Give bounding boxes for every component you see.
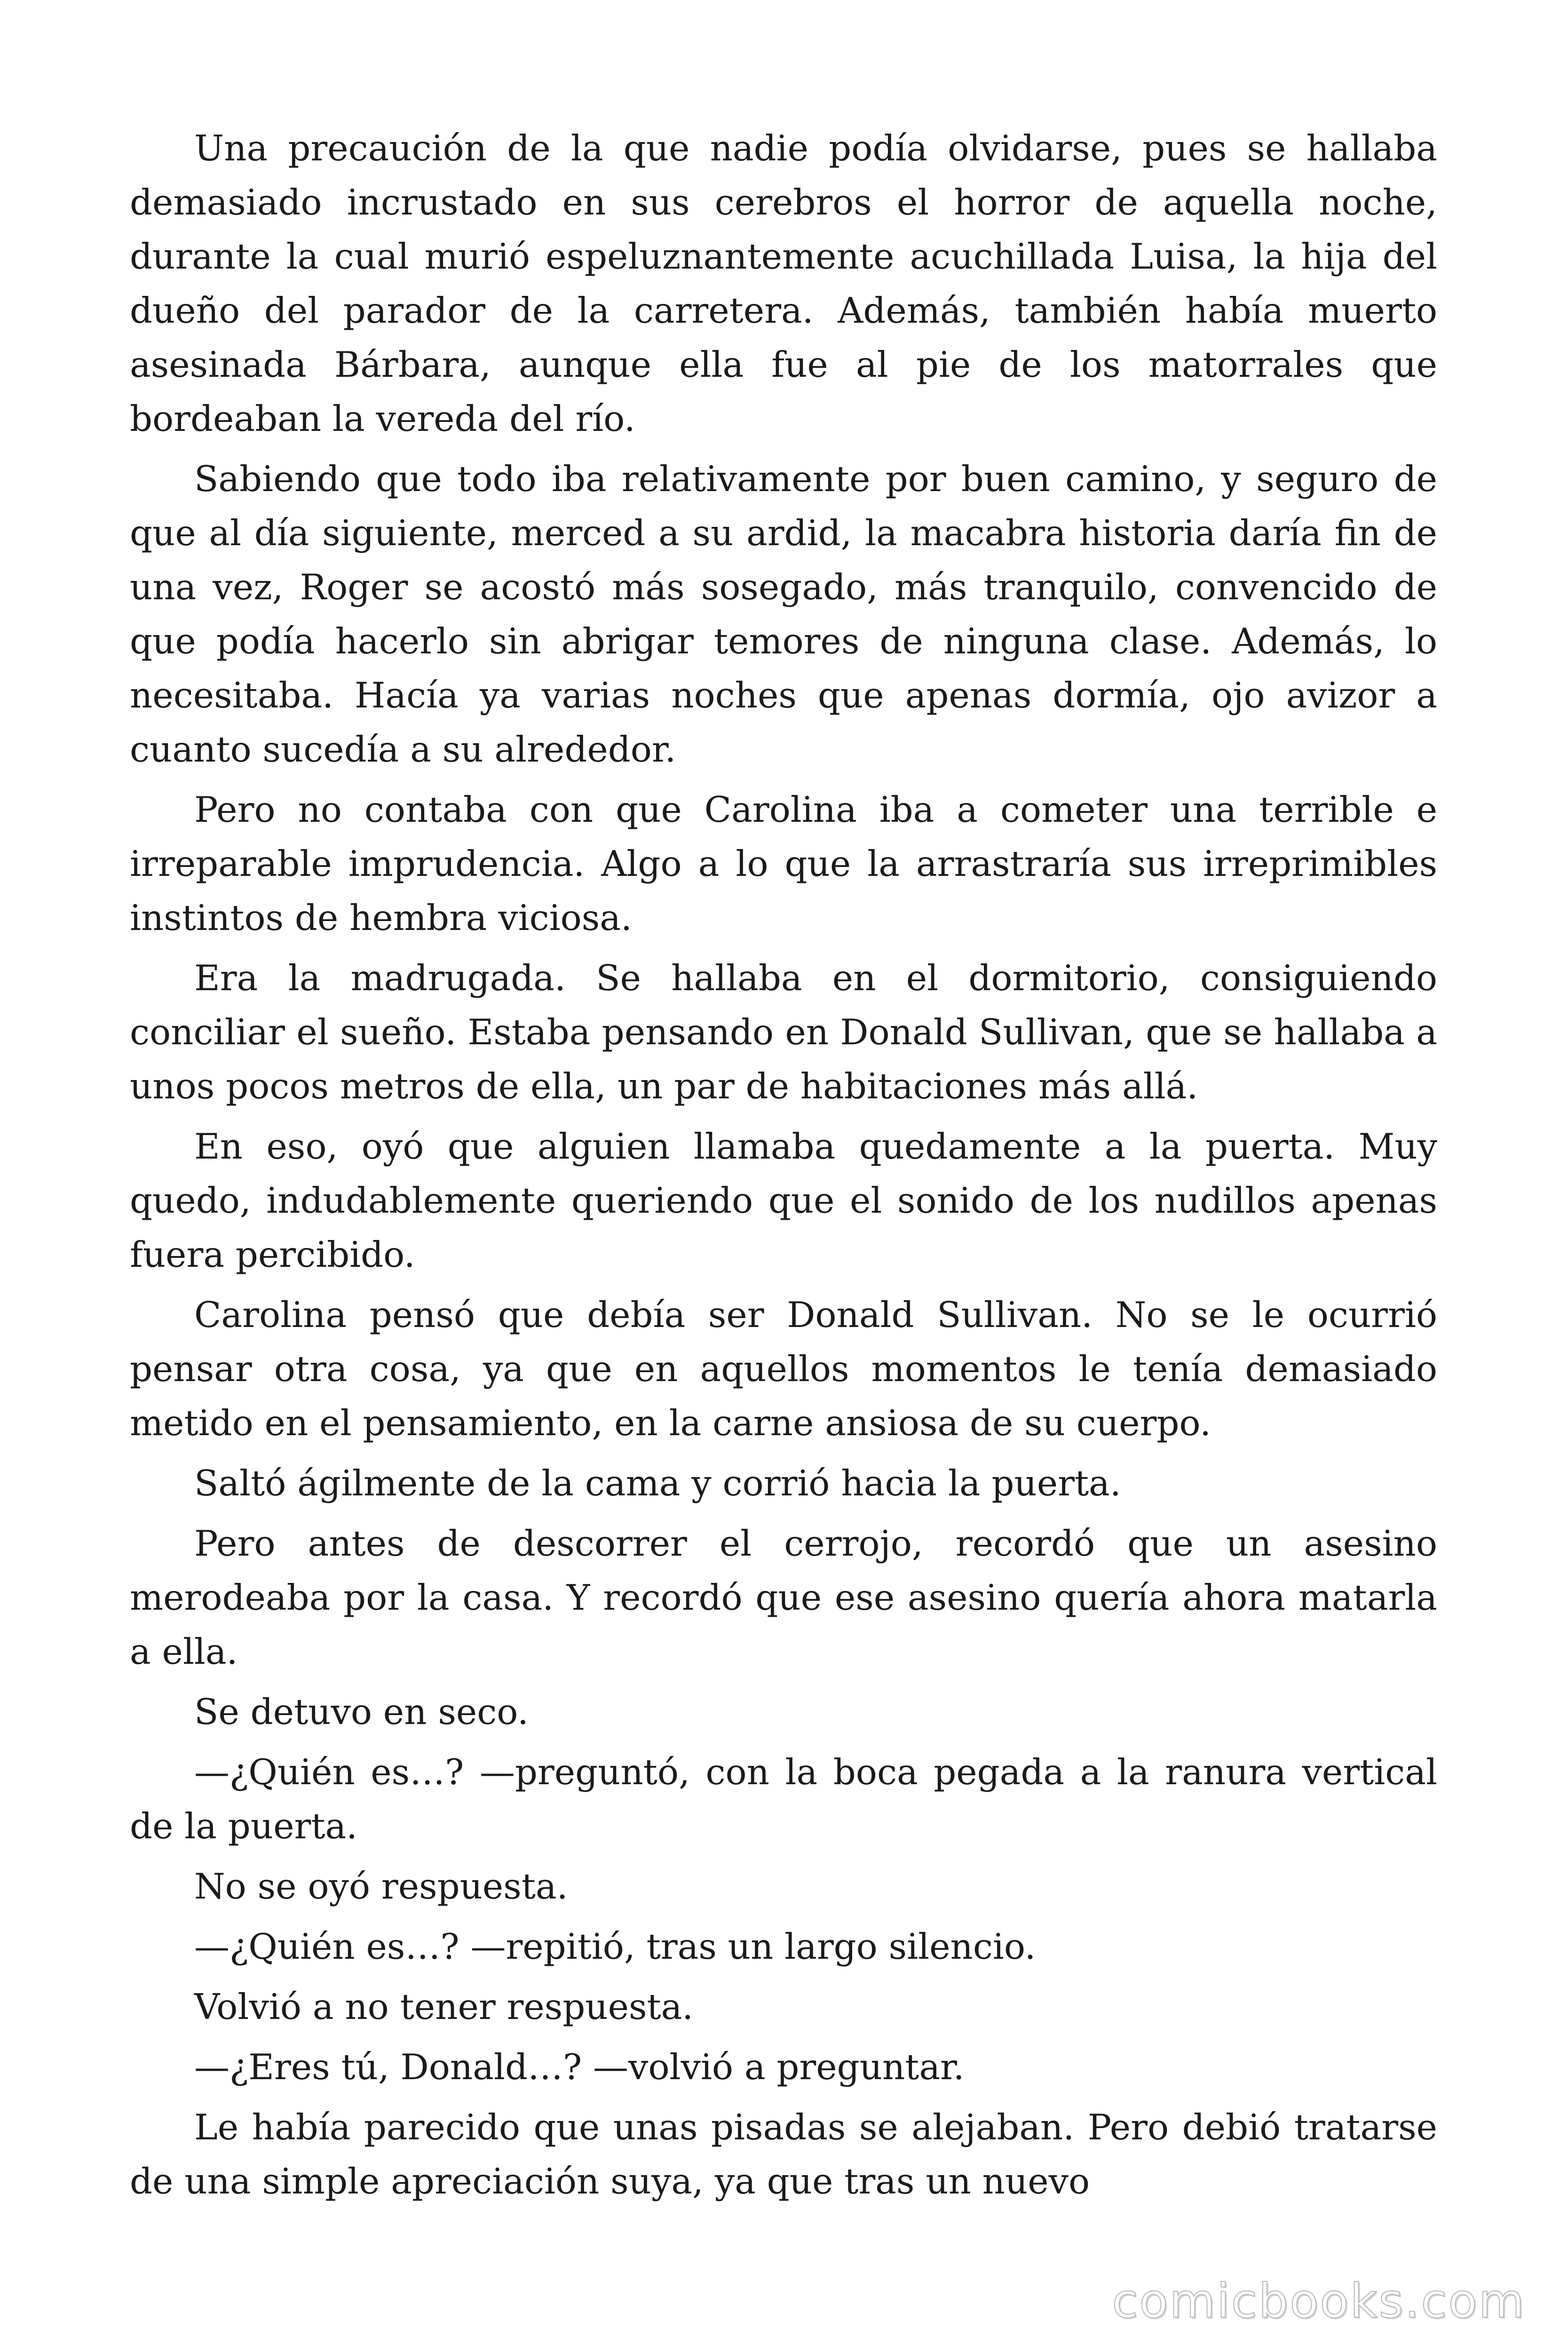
paragraph-8: Pero antes de descorrer el cerrojo, recordó que un asesino merodeaba por la casa. Y recordó que ese asesino quería ahora matarla a ella. (130, 1523, 1437, 1672)
paragraph-12: —¿Quién es…? —repitió, tras un largo silencio. (194, 1926, 1036, 1967)
paragraph-4: Era la madrugada. Se hallaba en el dormitorio, consiguiendo conciliar el sueño. Estaba pensando en Donald Sullivan, que se hallaba a unos pocos metros de ella, un par de habitaciones más allá. (130, 957, 1437, 1107)
paragraph-6: Carolina pensó que debía ser Donald Sullivan. No se le ocurrió pensar otra cosa, ya que en aquellos momentos le tenía demasiado metido en el pensamiento, en la carne ansiosa de su cuerpo. (130, 1294, 1437, 1444)
paragraph-13: Volvió a no tener respuesta. (194, 1986, 694, 2027)
paragraph-5: En eso, oyó que alguien llamaba quedamente a la puerta. Muy quedo, indudablemente queriendo que el sonido de los nudillos apenas fuera percibido. (130, 1126, 1437, 1275)
page-body (130, 121, 1437, 2215)
paragraph-11: No se oyó respuesta. (194, 1866, 568, 1907)
paragraph-14: —¿Eres tú, Donald…? —volvió a preguntar. (194, 2046, 965, 2088)
paragraph-15: Le había parecido que unas pisadas se alejaban. Pero debió tratarse de una simple apreciación suya, ya que tras un nuevo (130, 2106, 1437, 2202)
paragraph-2: Sabiendo que todo iba relativamente por buen camino, y seguro de que al día siguiente, merced a su ardid, la macabra historia daría fin de una vez, Roger se acostó más sosegado, más tranquilo, convencido de que podía hacerlo sin abrigar temores de ninguna clase. Además, lo necesitaba. Hacía ya varias noches que apenas dormía, ojo avizor a cuanto sucedía a su alrededor. (130, 458, 1437, 770)
paragraph-7: Saltó ágilmente de la cama y corrió hacia la puerta. (194, 1462, 1121, 1504)
paragraph-10: —¿Quién es…? —preguntó, con la boca pegada a la ranura vertical de la puerta. (130, 1751, 1437, 1847)
paragraph-9: Se detuvo en seco. (194, 1691, 529, 1732)
paragraph-1: Una precaución de la que nadie podía olvidarse, pues se hallaba demasiado incrustado en sus cerebros el horror de aquella noche, durante la cual murió espeluznantemente acuchillada Luisa, la hija del dueño del parador de la carretera. Además, también había muerto asesinada Bárbara, aunque ella fue al pie de los matorrales que bordeaban la vereda del río. (130, 127, 1437, 439)
watermark: comicbooks.com (1112, 2273, 1526, 2328)
paragraph-3: Pero no contaba con que Carolina iba a cometer una terrible e irreparable imprudencia. Algo a lo que la arrastraría sus irreprimibles instintos de hembra viciosa. (130, 789, 1437, 938)
